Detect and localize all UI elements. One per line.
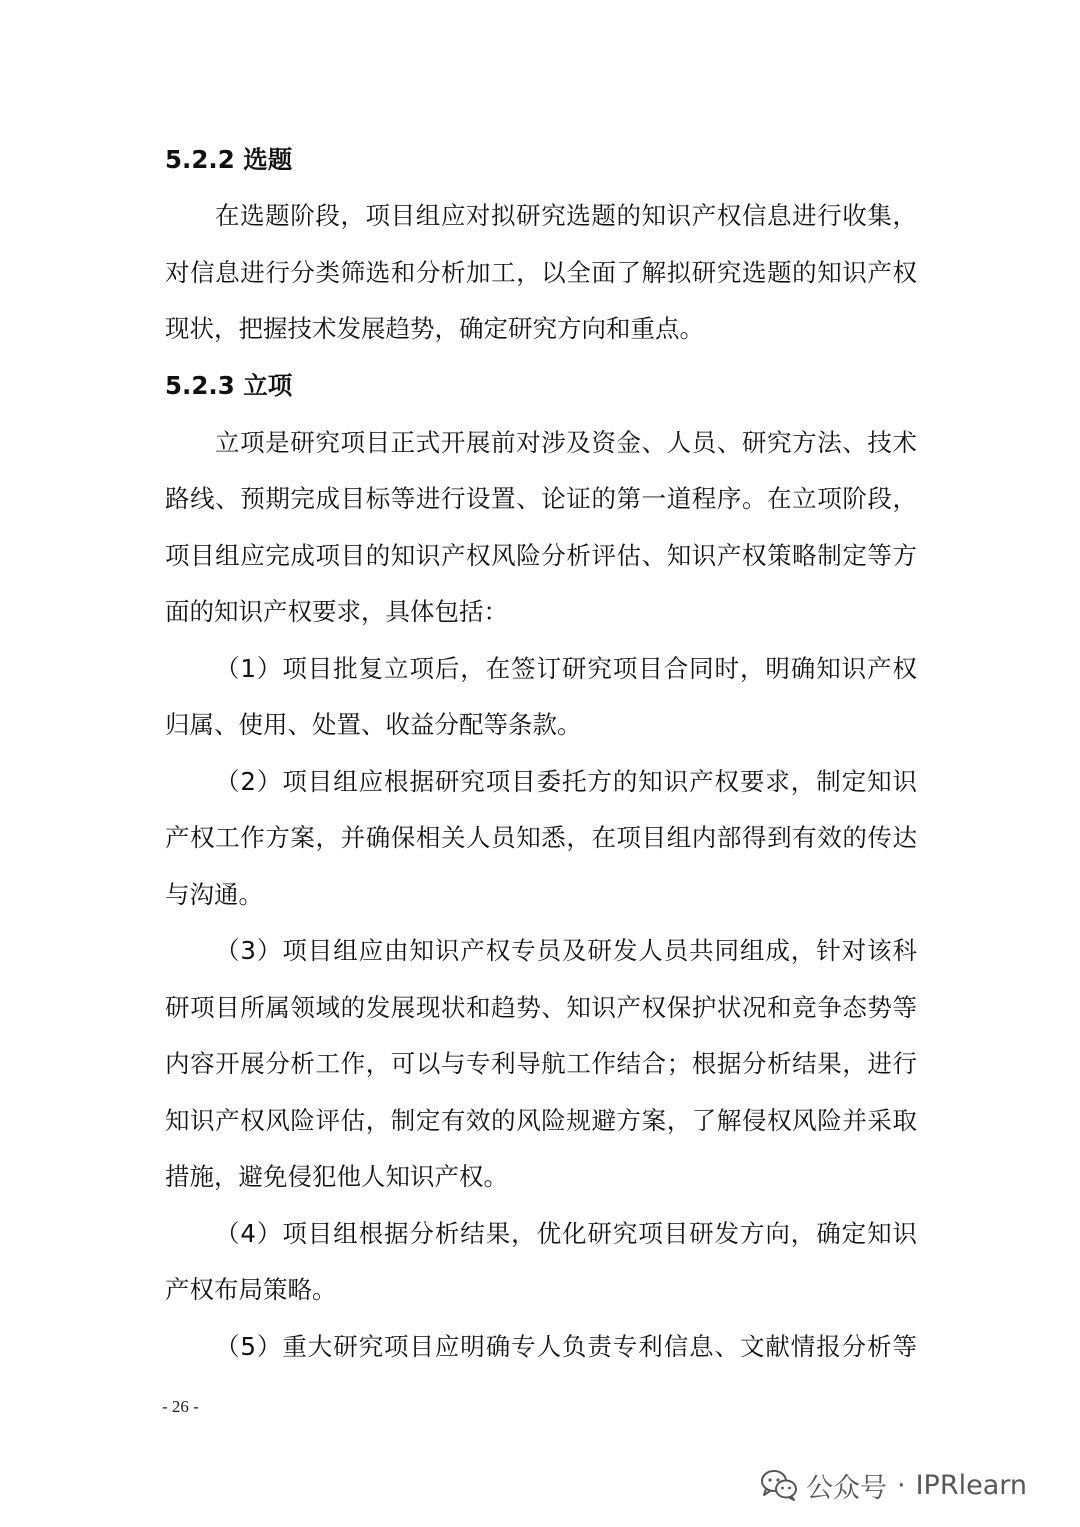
- paragraph-line: 对信息进行分类筛选和分析加工，以全面了解拟研究选题的知识产权: [165, 258, 917, 287]
- list-item-line: 知识产权风险评估，制定有效的风险规避方案，了解侵权风险并采取: [165, 1106, 917, 1135]
- watermark: [760, 1460, 1027, 1510]
- paragraph-line: 面的知识产权要求，具体包括：: [165, 597, 508, 626]
- list-item-line: 归属、使用、处置、收益分配等条款。: [165, 710, 582, 739]
- section-heading-5-2-2: 5.2.2 选题: [165, 145, 293, 174]
- watermark-separator: ·: [897, 1469, 906, 1501]
- wechat-icon: [760, 1469, 798, 1501]
- watermark-account: IPRlearn: [915, 1469, 1027, 1501]
- list-item-line: （2）项目组应根据研究项目委托方的知识产权要求，制定知识: [215, 767, 917, 796]
- paragraph-line: 在选题阶段，项目组应对拟研究选题的知识产权信息进行收集，: [215, 201, 917, 230]
- list-item-line: 内容开展分析工作，可以与专利导航工作结合；根据分析结果，进行: [165, 1049, 917, 1078]
- list-item-line: （4）项目组根据分析结果，优化研究项目研发方向，确定知识: [215, 1219, 917, 1248]
- list-item-line: （3）项目组应由知识产权专员及研发人员共同组成，针对该科: [215, 936, 917, 965]
- list-item-line: 与沟通。: [165, 880, 263, 909]
- watermark-platform: 公众号: [806, 1472, 887, 1504]
- paragraph-line: 路线、预期完成目标等进行设置、论证的第一道程序。在立项阶段，: [165, 484, 917, 513]
- paragraph-line: 现状，把握技术发展趋势，确定研究方向和重点。: [165, 314, 704, 343]
- paragraph-line: 立项是研究项目正式开展前对涉及资金、人员、研究方法、技术: [215, 428, 917, 457]
- list-item-line: 产权布局策略。: [165, 1275, 337, 1304]
- section-heading-5-2-3: 5.2.3 立项: [165, 371, 293, 400]
- list-item-line: 措施，避免侵犯他人知识产权。: [165, 1162, 508, 1191]
- paragraph-line: 项目组应完成项目的知识产权风险分析评估、知识产权策略制定等方: [165, 541, 917, 570]
- list-item-line: 产权工作方案，并确保相关人员知悉，在项目组内部得到有效的传达: [165, 823, 917, 852]
- list-item-line: （1）项目批复立项后，在签订研究项目合同时，明确知识产权: [215, 654, 917, 683]
- page-number: - 26 -: [162, 1397, 199, 1416]
- list-item-line: 研项目所属领域的发展现状和趋势、知识产权保护状况和竞争态势等: [165, 993, 917, 1022]
- list-item-line: （5）重大研究项目应明确专人负责专利信息、文献情报分析等: [215, 1332, 917, 1361]
